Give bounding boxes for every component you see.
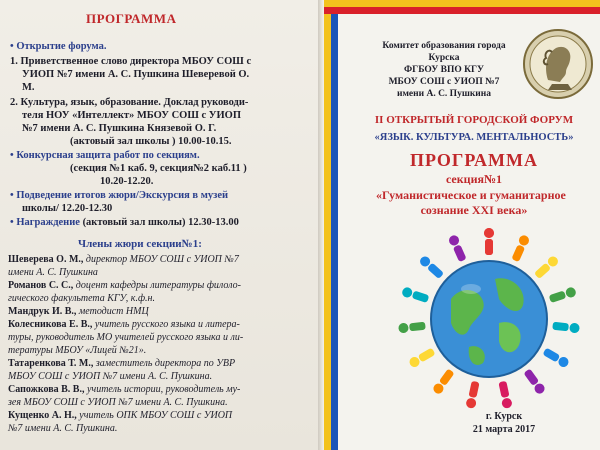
cover-program-title: ПРОГРАММА xyxy=(409,150,538,170)
list-item: школы/ 12.20-12.30 xyxy=(22,203,113,214)
list-item: • Подведение итогов жюри/Экскурсия в музей xyxy=(10,190,229,201)
list-item: 1. Приветственное слово директора МБОУ СОШ с xyxy=(10,56,252,67)
forum-motto: «ЯЗЫК. КУЛЬТУРА. МЕНТАЛЬНОСТЬ» xyxy=(374,132,574,143)
list-item: • Открытие форума. xyxy=(10,41,107,52)
organizers-header: Комитет образования города Курска ФГБОУ ВПО КГУ МБОУ СОШ с УИОП №7 имени А. С. Пушкина xyxy=(382,41,506,99)
section-title-line-2: сознание XXI века» xyxy=(420,203,528,217)
side-color-bar xyxy=(324,14,338,450)
jury-row: МБОУ СОШ с УИОП №7 имени А. С. Пушкина. xyxy=(8,371,213,382)
left-program-title: ПРОГРАММА xyxy=(86,11,177,26)
list-item: №7 имени А. С. Пушкина Князевой О. Г. xyxy=(22,123,217,134)
top-color-bar xyxy=(324,0,600,14)
jury-row: Мандрук И. В., методист НМЦ xyxy=(8,306,149,317)
section-label: секция№1 xyxy=(445,172,503,186)
jury-row: гического факультета КГУ, к.ф.н. xyxy=(8,293,156,304)
list-item: 2. Культура, язык, образование. Доклад руководи- xyxy=(10,97,249,108)
list-item: (секция №1 каб. 9, секция№2 каб.11 ) xyxy=(70,163,247,174)
jury-row: туры, руководитель МО учителей русского языка и ли- xyxy=(8,332,244,343)
jury-row: Кущенко А. Н., учитель ОПК МБОУ СОШ с УИОП xyxy=(8,410,233,421)
jury-row: Романов С. С., доцент кафедры литературы филоло- xyxy=(8,280,241,291)
globe-with-people-icon xyxy=(394,222,584,412)
list-item: теля НОУ «Интеллект» МБОУ СОШ с УИОП xyxy=(22,110,241,121)
program-page-right xyxy=(324,0,600,450)
section-title-line-1: «Гуманистическое и гуманитарное xyxy=(376,188,566,202)
list-item: УИОП №7 имени А. С. Пушкина Шеверевой О. xyxy=(22,69,250,80)
list-item: 10.20-12.20. xyxy=(100,176,154,187)
list-item: • Награждение (актовый зал школы) 12.30-13.00 xyxy=(10,217,239,228)
jury-row: зея МБОУ СОШ с УИОП №7 имени А. С. Пушкина. xyxy=(8,397,228,408)
pushkin-medallion-icon xyxy=(522,28,594,100)
list-item: (актовый зал школы ) 10.00-10.15. xyxy=(70,136,232,147)
jury-row: Сапожкова В. В., учитель истории, руководитель му- xyxy=(8,384,241,395)
list-item: М. xyxy=(22,82,35,93)
forum-title: II ОТКРЫТЫЙ ГОРОДСКОЙ ФОРУМ xyxy=(374,114,574,126)
jury-row: №7 имени А. С. Пушкина. xyxy=(8,423,118,434)
jury-title: Члены жюри секции№1: xyxy=(78,238,202,250)
date: 21 марта 2017 xyxy=(472,424,536,435)
jury-row: Татаренкова Т. М., заместитель директора по УВР xyxy=(8,358,236,369)
city: г. Курск xyxy=(485,411,523,422)
jury-row: тературы МБОУ «Лицей №21». xyxy=(8,345,147,356)
jury-row: имени А. С. Пушкина xyxy=(8,267,98,278)
list-item: • Конкурсная защита работ по секциям. xyxy=(10,150,200,161)
jury-row: Шеверева О. М., директор МБОУ СОШ с УИОП №7 xyxy=(8,254,239,265)
jury-row: Колесникова Е. В., учитель русского языка и литера- xyxy=(8,319,240,330)
